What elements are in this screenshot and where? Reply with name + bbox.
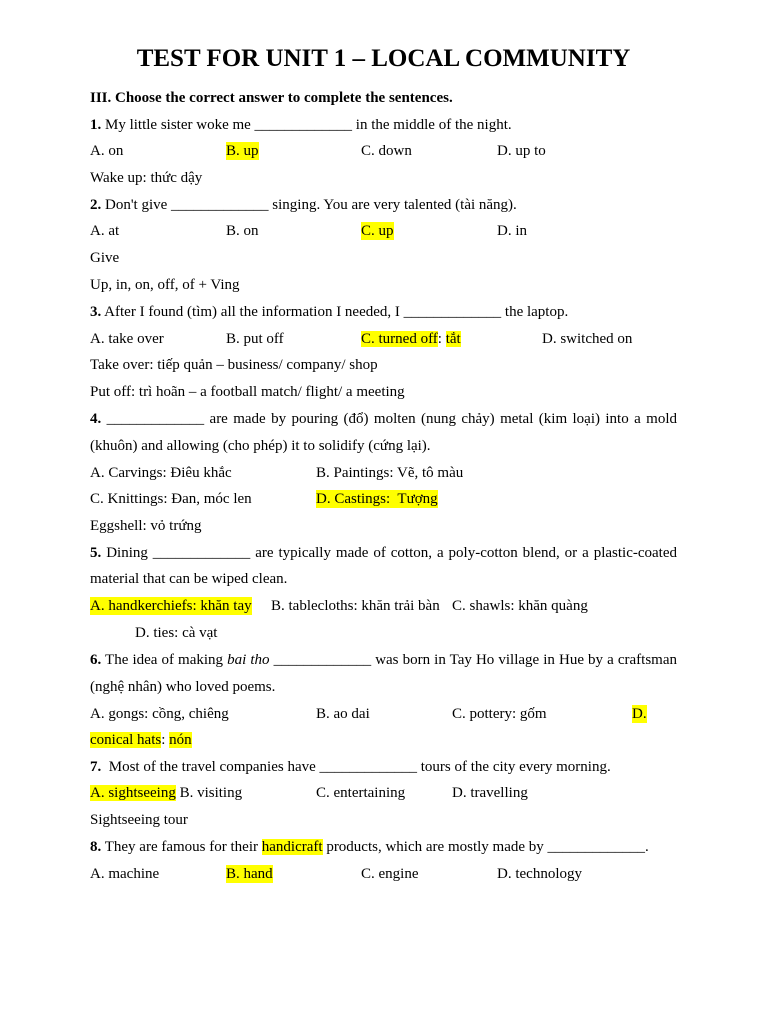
q1-note: Wake up: thức dậy: [90, 170, 203, 186]
question-4: 4. _____________ are made by pouring (đổ) molten (nung chảy) metal (kim loại) into a mold: [90, 411, 677, 427]
question-7: 7. Most of the travel companies have _____________ tours of the city every morning.: [90, 759, 611, 775]
q3-note-2: Put off: trì hoãn – a football match/ flight/ a meeting: [90, 384, 405, 400]
q6-option-a: A. gongs: cồng, chiêng: [90, 706, 229, 722]
q4-option-d-answer: D. Castings: Tượng: [316, 491, 438, 507]
q3-option-b: B. put off: [226, 331, 284, 347]
q8-option-a: A. machine: [90, 866, 160, 882]
q1-option-d: D. up to: [497, 143, 546, 159]
q8-option-c: C. engine: [361, 866, 419, 882]
question-6: 6. The idea of making bai tho _____________ was born in Tay Ho village in Hue by a craftsman: [90, 652, 677, 668]
q3-option-c-answer: C. turned off: tắt: [361, 331, 461, 347]
q6-option-b: B. ao dai: [316, 706, 370, 722]
question-3: 3. After I found (tìm) all the information I needed, I _____________ the laptop.: [90, 304, 569, 320]
q7-option-a-b: A. sightseeing B. visiting: [90, 785, 243, 801]
q3-option-d: D. switched on: [542, 331, 633, 347]
q4-note: Eggshell: vỏ trứng: [90, 518, 202, 534]
q5-option-b: B. tablecloths: khăn trải bàn: [271, 598, 440, 614]
q6-option-c: C. pottery: gốm: [452, 706, 547, 722]
q7-option-c: C. entertaining: [316, 785, 406, 801]
q8-option-d: D. technology: [497, 866, 582, 882]
q2-note-1: Give: [90, 250, 120, 266]
q5-option-c: C. shawls: khăn quàng: [452, 598, 588, 614]
q3-option-a: A. take over: [90, 331, 164, 347]
question-1: 1. My little sister woke me _____________ in the middle of the night.: [90, 117, 512, 133]
question-2: 2. Don't give _____________ singing. You are very talented (tài năng).: [90, 197, 517, 213]
q2-option-c-answer: C. up: [361, 223, 394, 239]
question-8: 8. They are famous for their handicraft products, which are mostly made by _____________.: [90, 839, 649, 855]
q4-option-a: A. Carvings: Điêu khắc: [90, 465, 232, 481]
q7-option-d: D. travelling: [452, 785, 528, 801]
q5-option-d: D. ties: cà vạt: [135, 625, 218, 641]
q2-note-2: Up, in, on, off, of + Ving: [90, 277, 240, 293]
question-5-cont: material that can be wiped clean.: [90, 571, 288, 587]
q1-option-a: A. on: [90, 143, 124, 159]
question-4-cont: (khuôn) and allowing (cho phép) it to solidify (cứng lại).: [90, 438, 431, 454]
q2-option-a: A. at: [90, 223, 120, 239]
question-5: 5. Dining _____________ are typically made of cotton, a poly-cotton blend, or a plastic-coated: [90, 545, 677, 561]
q5-option-a-answer: A. handkerchiefs: khăn tay: [90, 598, 252, 614]
page-title: TEST FOR UNIT 1 – LOCAL COMMUNITY: [136, 45, 631, 72]
q6-option-d-cont: conical hats: nón: [90, 732, 192, 748]
q6-option-d-answer: D.: [632, 706, 647, 722]
section-heading: III. Choose the correct answer to complete the sentences.: [90, 90, 453, 106]
q2-option-b: B. on: [226, 223, 259, 239]
q1-option-c: C. down: [361, 143, 412, 159]
q7-note: Sightseeing tour: [90, 812, 188, 828]
q8-option-b-answer: B. hand: [226, 866, 273, 882]
question-6-cont: (nghệ nhân) who loved poems.: [90, 679, 276, 695]
q4-option-c: C. Knittings: Đan, móc len: [90, 491, 252, 507]
q1-option-b-answer: B. up: [226, 143, 259, 159]
q2-option-d: D. in: [497, 223, 527, 239]
q3-note-1: Take over: tiếp quản – business/ company/ shop: [90, 357, 378, 373]
q4-option-b: B. Paintings: Vẽ, tô màu: [316, 465, 464, 481]
